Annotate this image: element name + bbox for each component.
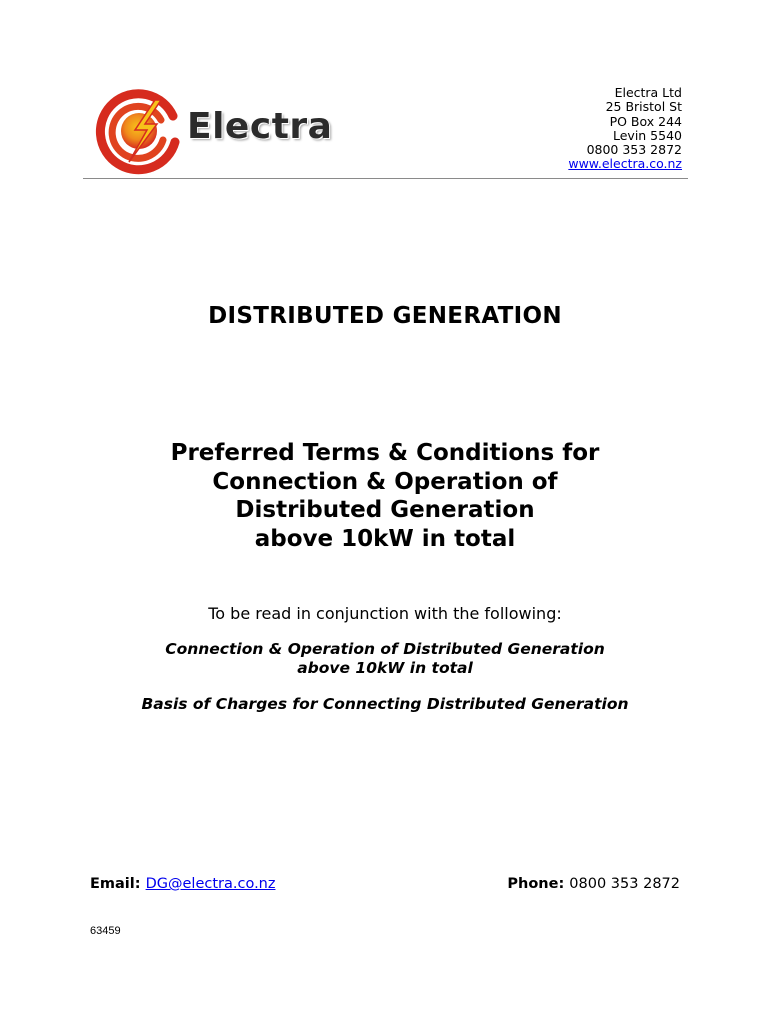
email-link[interactable]: DG@electra.co.nz [145, 876, 276, 892]
electra-logo [95, 86, 335, 176]
email-contact [90, 876, 275, 892]
document-subtitle [0, 439, 770, 553]
subtitle-line: Preferred Terms & Conditions for [170, 440, 600, 466]
address-phone: 0800 353 2872 [586, 142, 682, 158]
electra-logo-text: Electra [187, 106, 333, 147]
website-link[interactable]: www.electra.co.nz [568, 156, 682, 172]
address-po-box: PO Box 244 [609, 113, 682, 129]
related-document-line: Basis of Charges for Connecting Distributed Generation [141, 695, 629, 713]
page-title: DISTRIBUTED GENERATION [208, 303, 562, 329]
address-city: Levin 5540 [612, 127, 682, 143]
header-divider [83, 178, 688, 179]
phone-number: 0800 353 2872 [569, 876, 680, 892]
subtitle-line: Distributed Generation [235, 497, 535, 523]
related-document-connection-operation [0, 640, 770, 678]
email-label: Email: [90, 876, 146, 892]
related-document-line: above 10kW in total [297, 659, 473, 677]
subtitle-line: Connection & Operation of [212, 468, 558, 495]
phone-contact [507, 876, 680, 892]
intro-text: To be read in conjunction with the following: [208, 604, 562, 623]
address-street: 25 Bristol St [605, 99, 682, 115]
related-document-line: Connection & Operation of Distributed Generation [165, 640, 605, 658]
document-number: 63459 [90, 925, 121, 937]
phone-label: Phone: [507, 876, 570, 892]
related-document-basis-of-charges [0, 695, 770, 714]
address-block [568, 86, 682, 172]
subtitle-line: above 10kW in total [254, 525, 516, 552]
electra-logo-mark-icon [95, 86, 185, 176]
address-company: Electra Ltd [614, 85, 682, 100]
